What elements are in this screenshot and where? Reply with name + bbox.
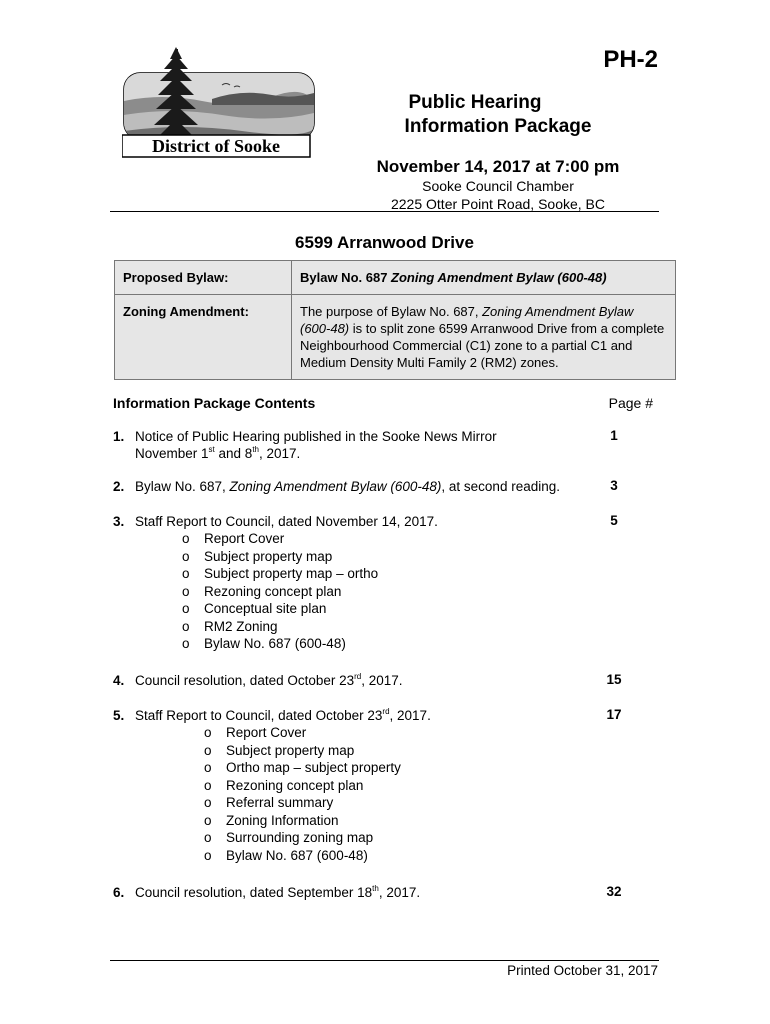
- list-item: 1. Notice of Public Hearing published in the Sooke News Mirror November 1st and 8th, 2017.: [113, 429, 497, 461]
- list-item: 5. Staff Report to Council, dated October 23rd, 2017.: [113, 706, 431, 723]
- list-item: 4. Council resolution, dated October 23rd, 2017.: [113, 671, 403, 688]
- sub-item: o Report Cover: [182, 531, 285, 546]
- hearing-date: November 14, 2017 at 7:00 pm: [376, 157, 620, 176]
- page-number: 3: [610, 478, 618, 493]
- table-row: [115, 295, 676, 380]
- sub-item: o Subject property map – ortho: [182, 566, 379, 581]
- contents-heading: Information Package Contents: [113, 395, 316, 411]
- sub-item: o Rezoning concept plan: [182, 583, 342, 599]
- footer-divider: [110, 960, 659, 961]
- title-line-2: Information Package: [404, 116, 592, 137]
- hearing-address: 2225 Otter Point Road, Sooke, BC: [390, 196, 605, 212]
- list-item: 2. Bylaw No. 687, Zoning Amendment Bylaw (600-48), at second reading.: [113, 479, 560, 494]
- page-number: 5: [610, 513, 618, 528]
- zoning-value: The purpose of Bylaw No. 687, Zoning Amendment Bylaw (600-48) is to split zone 6599 Arranwood Drive from a complete Neighbourhood Commercial (C1) zone to a partial C1 and Medium Density Multi Family 2 (RM2) zones.: [292, 295, 676, 380]
- sub-item: o Report Cover: [204, 725, 307, 740]
- list-item: 3. Staff Report to Council, dated November 14, 2017.: [113, 514, 438, 529]
- page-number-heading: Page #: [608, 395, 653, 411]
- document-code: PH-2: [603, 46, 658, 73]
- printed-date: Printed October 31, 2017: [507, 963, 658, 978]
- sub-item: o Ortho map – subject property: [204, 760, 401, 775]
- sub-item: o Surrounding zoning map: [204, 830, 374, 845]
- table-row: [115, 261, 676, 295]
- bylaw-value: Bylaw No. 687 Zoning Amendment Bylaw (600-48): [292, 261, 676, 295]
- sub-item: o Conceptual site plan: [182, 601, 327, 616]
- page-number: 32: [606, 884, 622, 899]
- page-number: 1: [610, 428, 618, 443]
- sub-list: [182, 530, 378, 653]
- hearing-venue: Sooke Council Chamber: [422, 178, 574, 194]
- sub-item: o Rezoning concept plan: [204, 777, 364, 793]
- page-number: 15: [606, 672, 622, 687]
- title-line-1: Public Hearing: [408, 92, 542, 113]
- sub-item: o RM2 Zoning: [182, 618, 278, 634]
- bylaw-info-table: [114, 260, 676, 380]
- sub-list: [204, 724, 401, 864]
- district-logo: [122, 45, 318, 159]
- property-address: 6599 Arranwood Drive: [295, 233, 474, 252]
- sub-item: o Subject property map: [204, 742, 355, 758]
- zoning-label: Zoning Amendment:: [115, 295, 292, 380]
- sub-item: o Bylaw No. 687 (600-48): [204, 847, 368, 863]
- sub-item: o Referral summary: [204, 795, 334, 810]
- divider: [110, 211, 659, 212]
- logo-text: District of Sooke: [152, 136, 280, 156]
- bylaw-label: Proposed Bylaw:: [115, 261, 292, 295]
- sub-item: o Subject property map: [182, 548, 333, 564]
- page-number: 17: [606, 707, 622, 722]
- sub-item: o Zoning Information: [204, 812, 339, 828]
- sub-item: o Bylaw No. 687 (600-48): [182, 636, 346, 651]
- list-item: 6. Council resolution, dated September 18th, 2017.: [113, 883, 421, 900]
